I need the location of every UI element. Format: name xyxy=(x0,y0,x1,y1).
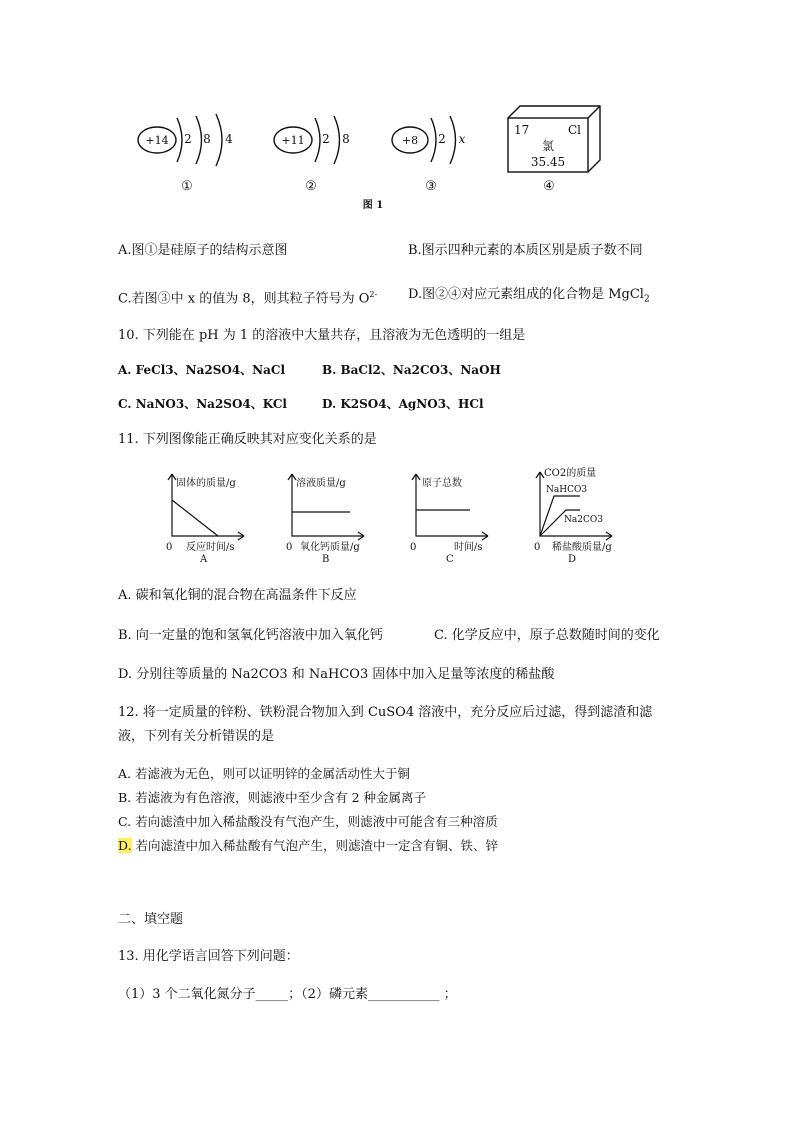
atom-1-shell-2-count: 8 xyxy=(203,132,211,146)
q9-option-b: B.图示四种元素的本质区别是质子数不同 xyxy=(408,243,643,258)
figure-1 xyxy=(0,0,794,230)
atom-1-shell-1 xyxy=(177,118,182,162)
section-2-title: 二、填空题 xyxy=(118,912,184,927)
q10-option-c: C. NaNO3、Na2SO4、KCl xyxy=(118,397,287,411)
atom-2-nucleus: +11 xyxy=(281,134,305,147)
atom-2-shell-2 xyxy=(334,116,340,164)
q12-stem-line-2: 液，下列有关分析错误的是 xyxy=(118,729,275,744)
q11-graphs xyxy=(150,466,650,570)
atom-1-shell-1-count: 2 xyxy=(184,132,192,146)
atom-1-shell-3-count: 4 xyxy=(225,132,233,146)
q10-stem: 10. 下列能在 pH 为 1 的溶液中大量共存，且溶液为无色透明的一组是 xyxy=(118,328,526,343)
atom-2-label: ② xyxy=(305,179,317,194)
q12-stem-line-1: 12. 将一定质量的锌粉、铁粉混合物加入到 CuSO4 溶液中，充分反应后过滤，得到滤渣和滤 xyxy=(118,705,653,720)
q11-option-d: D. 分别往等质量的 Na2CO3 和 NaHCO3 固体中加入足量等浓度的稀盐酸 xyxy=(118,667,555,682)
atom-3-shell-1-count: 2 xyxy=(438,132,446,146)
q9-option-d: D.图②④对应元素组成的化合物是 MgCl$_2$ xyxy=(408,287,650,305)
q11-option-c: C. 化学反应中，原子总数随时间的变化 xyxy=(434,628,660,643)
q12-option-c: C. 若向滤渣中加入稀盐酸没有气泡产生，则滤液中可能含有三种溶质 xyxy=(118,814,498,829)
q13-stem: 13. 用化学语言回答下列问题： xyxy=(118,949,299,964)
element-tile-label: ④ xyxy=(543,179,555,194)
graph-d-ylabel: CO2的质量 xyxy=(544,468,597,479)
graph-a-letter: A xyxy=(200,554,208,565)
atom-3-shell-1 xyxy=(431,118,436,162)
element-tile-number: 17 xyxy=(514,123,530,137)
q9-option-a: A.图①是硅原子的结构示意图 xyxy=(118,243,288,258)
atom-3-shell-2 xyxy=(450,116,456,164)
atom-3-shell-2-count: x xyxy=(458,132,466,146)
q11-stem: 11. 下列图像能正确反映其对应变化关系的是 xyxy=(118,432,377,447)
atom-2-shell-1-count: 2 xyxy=(322,132,330,146)
q9-option-c: C.若图③中 x 的值为 8，则其粒子符号为 $O^{2-}$ xyxy=(118,290,378,307)
atom-1-nucleus: +14 xyxy=(145,134,169,147)
graph-c-letter: C xyxy=(446,554,454,565)
graph-a-ylabel: 固体的质量/g xyxy=(176,478,236,489)
graph-a-origin: 0 xyxy=(166,542,173,553)
atom-3-label: ③ xyxy=(425,179,437,194)
graph-d-xlabel: 稀盐酸质量/g xyxy=(552,542,612,553)
q10-option-b: B. BaCl2、Na2CO3、NaOH xyxy=(322,363,501,377)
graph-d-series-na2co3: Na2CO3 xyxy=(564,515,603,525)
graph-b-letter: B xyxy=(322,554,330,565)
graph-d-series-nahco3: NaHCO3 xyxy=(546,485,588,495)
q10-option-a: A. FeCl3、Na2SO4、NaCl xyxy=(118,363,286,377)
atom-2-shell-2-count: 8 xyxy=(342,132,350,146)
graph-b-xlabel: 氧化钙质量/g xyxy=(300,542,360,553)
graph-d-letter: D xyxy=(568,554,577,565)
element-tile-name: 氯 xyxy=(541,139,555,153)
q12-answer-highlight: D. xyxy=(118,838,132,853)
atom-3-nucleus: +8 xyxy=(401,134,419,147)
atom-2-shell-1 xyxy=(315,118,320,162)
q13-line-1: （1）3 个二氧化氮分子_____；（2）磷元素___________ ； xyxy=(118,987,457,1002)
q11-option-b: B. 向一定量的饱和氢氧化钙溶液中加入氧化钙 xyxy=(118,628,383,643)
graph-c-xlabel: 时间/s xyxy=(454,542,483,553)
element-tile-symbol: Cl xyxy=(568,123,582,137)
graph-b-origin: 0 xyxy=(286,542,293,553)
q12-option-d: D. 若向滤渣中加入稀盐酸有气泡产生，则滤渣中一定含有铜、铁、锌 xyxy=(118,838,499,853)
graph-a-xlabel: 反应时间/s xyxy=(186,542,235,553)
atom-1-label: ① xyxy=(181,179,193,194)
graph-c-origin: 0 xyxy=(410,542,417,553)
graph-a-line xyxy=(172,500,218,536)
graph-b-ylabel: 溶液质量/g xyxy=(296,478,346,489)
q11-option-a: A. 碳和氧化铜的混合物在高温条件下反应 xyxy=(118,588,357,603)
graph-d-origin: 0 xyxy=(534,542,541,553)
figure-1-caption: 图 1 xyxy=(362,200,384,211)
element-tile-mass: 35.45 xyxy=(530,155,566,169)
atom-1-shell-3 xyxy=(216,114,222,166)
q12-option-a: A. 若滤液为无色，则可以证明锌的金属活动性大于铜 xyxy=(118,766,410,781)
graph-c-ylabel: 原子总数 xyxy=(422,478,462,489)
q10-option-d: D. K2SO4、AgNO3、HCl xyxy=(322,397,484,411)
atom-1-shell-2 xyxy=(196,116,202,164)
q12-option-b: B. 若滤液为有色溶液，则滤液中至少含有 2 种金属离子 xyxy=(118,790,427,805)
